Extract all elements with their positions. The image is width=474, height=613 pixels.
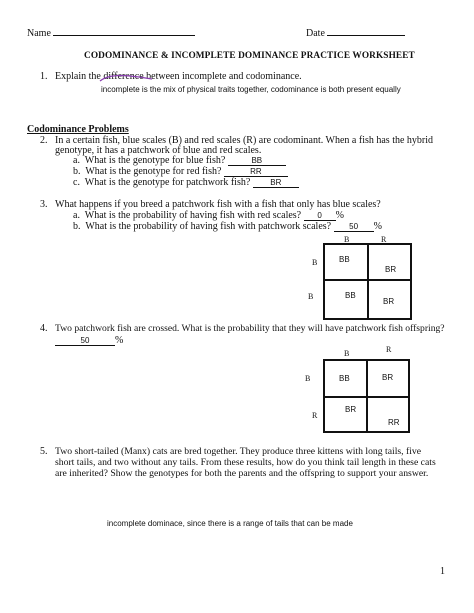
q3-top-allele: B — [344, 235, 350, 244]
q2a: a. What is the genotype for blue fish? BB — [73, 155, 286, 166]
q4-side-allele: B — [305, 374, 311, 383]
q3a-answer-field[interactable]: 0 — [304, 211, 336, 221]
name-field[interactable] — [53, 35, 195, 36]
punnett-cell: BR — [382, 373, 394, 382]
name-label: Name — [27, 28, 195, 39]
q3-side-allele: B — [312, 258, 318, 267]
punnett-cell: BB — [339, 255, 350, 264]
q4-answer: 50 % — [55, 335, 123, 346]
q3a: a. What is the probability of having fish with red scales? 0 % — [73, 210, 344, 221]
q4-number: 4. — [40, 323, 48, 334]
page-number: 1 — [440, 566, 445, 577]
q5-line3: are inherited? Show the genotypes for both the parents and the offspring to support your answer. — [55, 468, 429, 479]
q3-number: 3. — [40, 199, 48, 210]
q3-side-allele: B — [308, 292, 314, 301]
q5-answer: incomplete dominace, since there is a range of tails that can be made — [107, 519, 353, 528]
handwritten-strike-mark — [98, 71, 154, 85]
q2-line1: In a certain fish, blue scales (B) and red scales (R) are codominant. When a fish has the hybrid — [55, 135, 434, 146]
q2-line2: genotype, it has a patchwork of blue and red scales. — [55, 145, 262, 156]
punnett-cell: RR — [388, 418, 400, 427]
q5-line2: short tails, and two without any tails. From these results, how do you think tail length in these cats — [55, 457, 436, 468]
q2c: c. What is the genotype for patchwork fish? BR — [73, 177, 299, 188]
q3-punnett-grid — [323, 243, 412, 320]
q1-answer: incomplete is the mix of physical traits together, codominance is both present equally — [101, 85, 401, 94]
q4-punnett-grid — [323, 359, 410, 433]
page-title: CODOMINANCE & INCOMPLETE DOMINANCE PRACTICE WORKSHEET — [84, 51, 415, 61]
q2b: b. What is the genotype for red fish? RR — [73, 166, 288, 177]
q4-text: Two patchwork fish are crossed. What is the probability that they will have patchwork fish offspring? — [55, 323, 445, 334]
q4-top-allele: R — [386, 345, 392, 354]
date-field[interactable] — [327, 35, 405, 36]
q5-line1: Two short-tailed (Manx) cats are bred together. They produce three kittens with long tails, five — [55, 446, 422, 457]
q1-number: 1. — [40, 71, 48, 82]
q4-side-allele: R — [312, 411, 318, 420]
q3-text: What happens if you breed a patchwork fish with a fish that only has blue scales? — [55, 199, 381, 210]
date-label: Date — [306, 28, 405, 39]
q4-answer-field[interactable]: 50 — [55, 336, 115, 346]
punnett-cell: BR — [383, 297, 395, 306]
section-heading: Codominance Problems — [27, 124, 129, 135]
punnett-cell: BR — [345, 405, 357, 414]
punnett-cell: BB — [339, 374, 350, 383]
q2b-answer-field[interactable]: RR — [224, 167, 288, 177]
q1-text: Explain the difference between incomplete and codominance. — [55, 71, 302, 82]
q2a-answer-field[interactable]: BB — [228, 156, 286, 166]
q4-top-allele: B — [344, 349, 350, 358]
q3b-answer-field[interactable]: 50 — [334, 222, 374, 232]
q3-top-allele: R — [381, 235, 387, 244]
q2-number: 2. — [40, 135, 48, 146]
punnett-cell: BB — [345, 291, 356, 300]
q5-number: 5. — [40, 446, 48, 457]
q2c-answer-field[interactable]: BR — [253, 178, 299, 188]
q3b: b. What is the probability of having fish with patchwork scales? 50 % — [73, 221, 382, 232]
punnett-cell: BR — [385, 265, 397, 274]
